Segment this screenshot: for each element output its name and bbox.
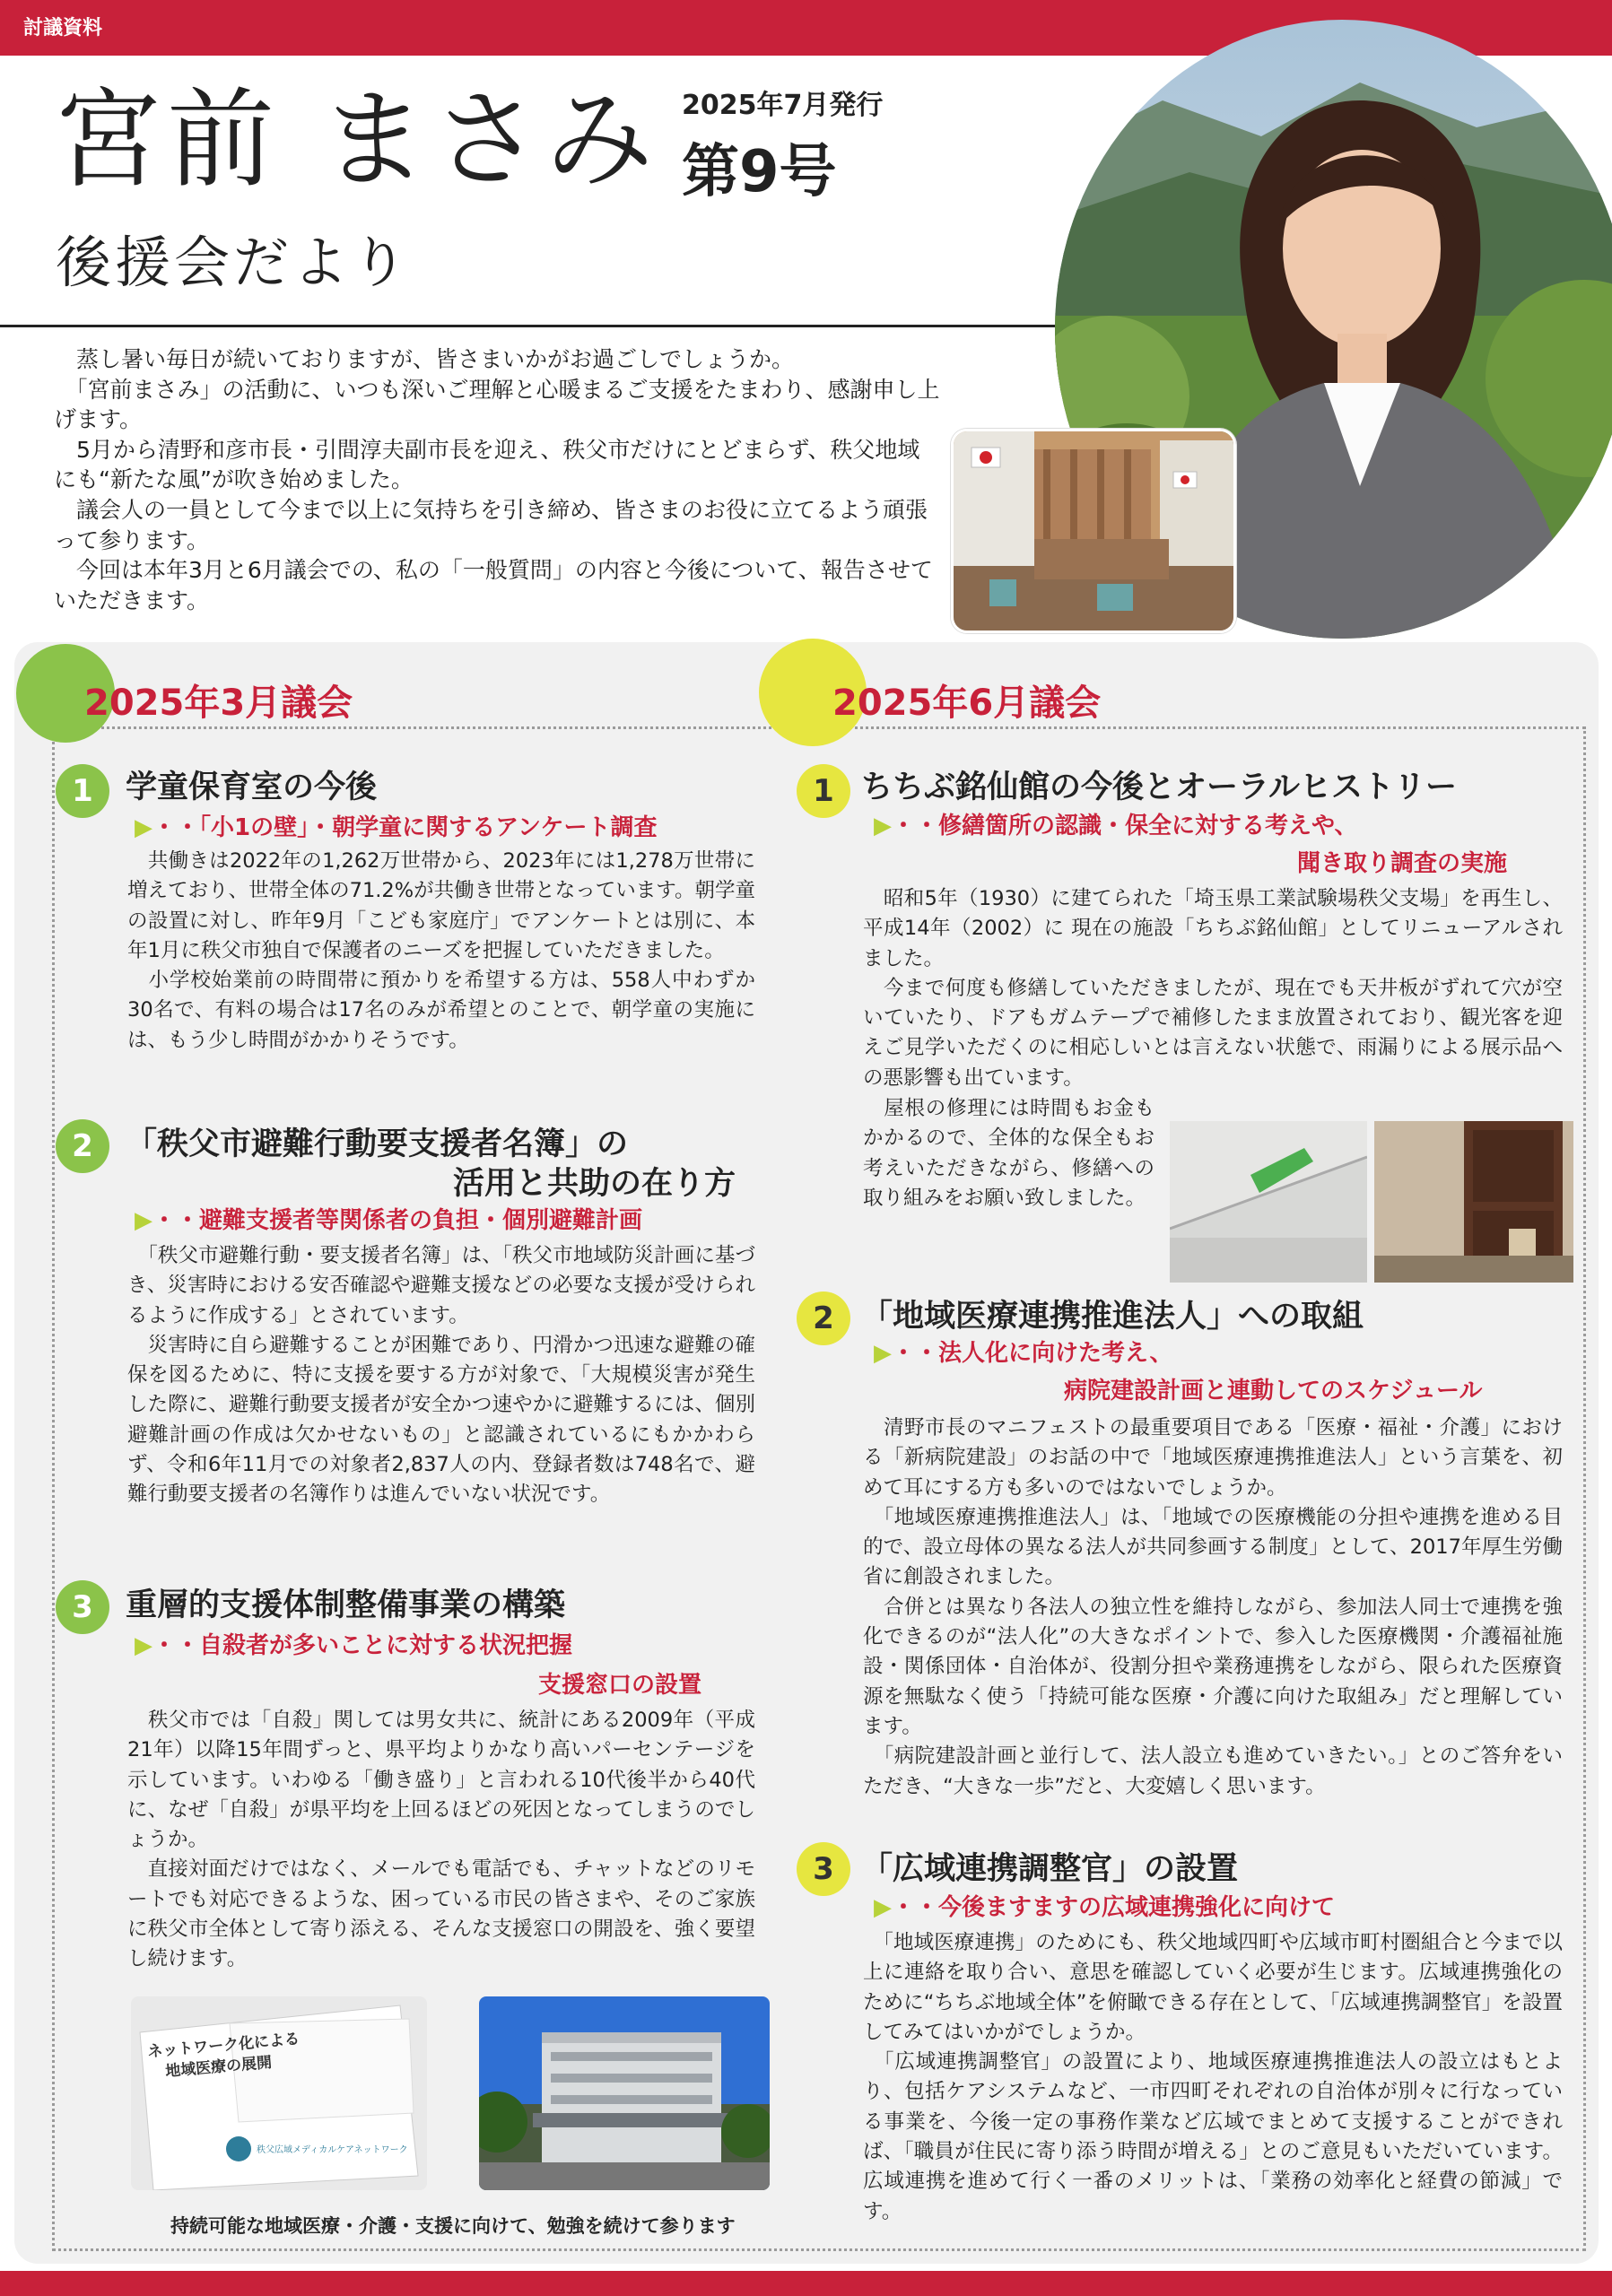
body-paragraph: 「病院建設計画と並行して、法人設立も進めていきたい。」とのご答弁をいただき、“大きな一歩”だと、大変嬉しく思います。 bbox=[863, 1744, 1563, 1798]
triangle-arrow-icon: ▶ bbox=[135, 814, 152, 841]
june-council-title: 2025年6月議会 bbox=[832, 683, 1102, 724]
document-title-line: ネットワーク化による bbox=[146, 2030, 301, 2062]
section-subtitle-text: ・・法人化に向けた考え、 bbox=[892, 1340, 1173, 1367]
section-number: 3 bbox=[797, 1842, 850, 1896]
section-subtitle: 聞き取り調査の実施 bbox=[1297, 850, 1508, 877]
section-body bbox=[127, 1241, 755, 1510]
triangle-arrow-icon: ▶ bbox=[874, 1894, 892, 1921]
newsletter-subtitle: 後援会だより bbox=[56, 230, 412, 295]
document-tag: 討議資料 bbox=[23, 17, 103, 39]
section-subtitle: 病院建設計画と連動してのスケジュール bbox=[1064, 1378, 1483, 1405]
section-body bbox=[863, 1928, 1563, 2227]
document-organization: 秩父広域メディカルケアネットワーク bbox=[257, 2145, 408, 2155]
section-number: 2 bbox=[797, 1292, 850, 1345]
section-subtitle-text: ・・「小1の壁」・朝学童に関するアンケート調査 bbox=[152, 814, 658, 841]
politician-name: 宮前 まさみ bbox=[54, 78, 659, 203]
section-body bbox=[863, 1413, 1563, 1802]
ceiling-repair-photo bbox=[1170, 1121, 1367, 1283]
march-council-title: 2025年3月議会 bbox=[84, 683, 353, 724]
body-paragraph: 清野市長のマニフェストの最重要項目である「医療・福祉・介護」における「新病院建設」のお話の中で「地域医療連携推進法人」という言葉を、初めて耳にする方も多いのではないでしょうか。 bbox=[863, 1416, 1563, 1500]
body-paragraph: 秩父市では「自殺」関しては男女共に、統計にある2009年（平成21年）以降15年間ずっと、県平均よりかなり高いパーセンテージを示しています。いわゆる「働き盛り」と言われる10代後半から40代に、なぜ「自殺」が県平均を上回るほどの死因となってしまうのでしょうか。 bbox=[127, 1709, 755, 1852]
section-body bbox=[127, 847, 755, 1056]
section-subtitle-text: ・・修繕箇所の認識・保全に対する考えや、 bbox=[892, 813, 1358, 839]
header-rule bbox=[0, 325, 1067, 327]
network-document-photo bbox=[131, 1996, 427, 2190]
door-repair-photo bbox=[1374, 1121, 1573, 1283]
triangle-arrow-icon: ▶ bbox=[874, 1340, 892, 1367]
section-body-side bbox=[863, 1094, 1155, 1213]
section-subtitle bbox=[874, 809, 1357, 843]
intro-message bbox=[54, 344, 942, 615]
body-paragraph: 昭和5年（1930）に建てられた「埼玉県工業試験場秩父支場」を再生し、平成14年（2002）に 現在の施設「ちちぶ銘仙館」としてリニューアルされました。 bbox=[863, 887, 1563, 970]
triangle-arrow-icon: ▶ bbox=[874, 813, 892, 839]
section-number: 2 bbox=[56, 1119, 109, 1173]
body-paragraph: 共働きは2022年の1,262万世帯から、2023年には1,278万世帯に増えており、世帯全体の71.2%が共働き世帯となっています。朝学童の設置に対し、昨年9月「こども家庭庁」でアンケートとは別に、本年1月に秩父市独自で保護者のニーズを把握していただきました。 bbox=[127, 849, 755, 962]
intro-paragraph: 議会人の一員として今まで以上に気持ちを引き締め、皆さまのお役に立てるよう頑張って参ります。 bbox=[54, 496, 928, 553]
section-body bbox=[863, 884, 1563, 1093]
body-paragraph: 屋根の修理には時間もお金もかかるので、全体的な保全もお考えいただきながら、修繕への取り組みをお願い致しました。 bbox=[863, 1097, 1155, 1210]
section-subtitle bbox=[135, 1629, 572, 1663]
section-number: 1 bbox=[797, 764, 850, 818]
section-title: 活用と共助の在り方 bbox=[453, 1166, 736, 1202]
bottom-banner bbox=[0, 2271, 1612, 2296]
body-paragraph: 「地域医療連携推進法人」は、「地域での医療機能の分担や連携を進める目的で、設立母体の異なる法人が共同参画する制度」として、2017年厚生労働省に創設されました。 bbox=[863, 1505, 1563, 1589]
body-paragraph: 災害時に自ら避難することが困難であり、円滑かつ迅速な避難の確保を図るために、特に支援を要する方が対象で、「大規模災害が発生した際に、避難行動要支援者が安全かつ速やかに避難するには、個別避難計画の作成は欠かせないもの」と認識されているにもかかわらず、令和6年11月での対象者2,837人の内、登録者数は748名で、避難行動要支援者の名簿作りは進んでいない状況です。 bbox=[127, 1333, 755, 1507]
body-paragraph: 合併とは異なり各法人の独立性を維持しながら、参加法人同士で連携を強化できるのが“法人化”の大きなポイントで、参入した医療機関・介護福祉施設・関係団体・自治体が、役割分担や業務連携をしながら、限られた医療資源を無駄なく使う「持続可能な医療・介護に向けた取組み」だと理解しています。 bbox=[863, 1595, 1563, 1738]
body-paragraph: 「地域医療連携」のためにも、秩父地域四町や広域市町村圏組合と今まで以上に連絡を取り合い、意思を確認していく必要が生じます。広域連携強化のために“ちちぶ地域全体”を俯瞰できる存在として、「広域連携調整官」を設置してみてはいかがでしょうか。 bbox=[863, 1931, 1563, 2044]
intro-paragraph: 5月から清野和彦市長・引間淳夫副市長を迎え、秩父市だけにとどまらず、秩父地域にも“新たな風”が吹き始めました。 bbox=[54, 436, 920, 493]
section-number: 3 bbox=[56, 1580, 109, 1634]
section-subtitle bbox=[135, 811, 658, 845]
section-title: 「広域連携調整官」の設置 bbox=[861, 1851, 1239, 1887]
document-title-line: 地域医療の展開 bbox=[164, 2053, 273, 2082]
section-subtitle-text: ・・今後ますますの広域連携強化に向けて bbox=[892, 1894, 1336, 1921]
section-subtitle-text: ・・自殺者が多いことに対する状況把握 bbox=[152, 1632, 573, 1659]
section-body bbox=[127, 1706, 755, 1975]
body-paragraph: 「広域連携調整官」の設置により、地域医療連携推進法人の設立はもとより、包括ケアシステムなど、一市四町それぞれの自治体が別々に行なっている事業を、今後一定の事務作業など広域でまとめて支援することができれば、「職員が住民に寄り添う時間が増える」とのご意見もいただいています。広域連携を進めて行く一番のメリットは、「業務の効率化と経費の節減」です。 bbox=[863, 2050, 1563, 2223]
section-title: 「地域医療連携推進法人」への取組 bbox=[861, 1299, 1364, 1335]
issue-date: 2025年7月発行 bbox=[682, 90, 884, 121]
photo-caption: 持続可能な地域医療・介護・支援に向けて、勉強を続けて参ります bbox=[170, 2215, 736, 2237]
body-paragraph: 直接対面だけではなく、メールでも電話でも、チャットなどのリモートでも対応できるような、困っている市民の皆さまや、そのご家族に秩父市全体として寄り添える、そんな支援窓口の開設を、強く要望し続けます。 bbox=[127, 1857, 755, 1971]
section-subtitle bbox=[874, 1336, 1173, 1370]
section-subtitle-text: ・・避難支援者等関係者の負担・個別避難計画 bbox=[152, 1207, 643, 1234]
section-subtitle bbox=[874, 1891, 1335, 1925]
body-paragraph: 今まで何度も修繕していただきましたが、現在でも天井板がずれて穴が空いていたり、ドアもガムテープで補修したまま放置されており、観光客を迎えご見学いただくのに相応しいとは言えない状態で、雨漏りによる展示品への悪影響も出ています。 bbox=[863, 976, 1563, 1090]
city-hall-photo bbox=[479, 1996, 770, 2190]
triangle-arrow-icon: ▶ bbox=[135, 1207, 152, 1234]
issue-number: 第9号 bbox=[682, 139, 837, 205]
intro-paragraph: 蒸し暑い毎日が続いておりますが、皆さまいかがお過ごしでしょうか。 bbox=[54, 346, 795, 372]
section-subtitle bbox=[135, 1204, 642, 1238]
section-subtitle: 支援窓口の設置 bbox=[538, 1672, 702, 1699]
section-number: 1 bbox=[56, 764, 109, 818]
intro-paragraph: 「宮前まさみ」の活動に、いつも深いご理解と心暖まるご支援をたまわり、感謝申し上げます。 bbox=[54, 376, 940, 433]
section-title: ちちぶ銘仙館の今後とオーラルヒストリー bbox=[861, 770, 1457, 805]
section-title: 「秩父市避難行動要支援者名簿」の bbox=[126, 1126, 629, 1162]
section-title: 学童保育室の今後 bbox=[126, 770, 378, 805]
intro-paragraph: 今回は本年3月と6月議会での、私の「一般質問」の内容と今後について、報告させていただきます。 bbox=[54, 557, 933, 613]
body-paragraph: 小学校始業前の時間帯に預かりを希望する方は、558人中わずか30名で、有料の場合は17名のみが希望とのことで、朝学童の実施には、もう少し時間がかかりそうです。 bbox=[127, 969, 755, 1052]
triangle-arrow-icon: ▶ bbox=[135, 1632, 152, 1659]
body-paragraph: 「秩父市避難行動・要支援者名簿」は、「秩父市地域防災計画に基づき、災害時における安否確認や避難支援などの必要な支援が受けられるように作成する」とされています。 bbox=[127, 1244, 755, 1327]
section-title: 重層的支援体制整備事業の構築 bbox=[126, 1587, 566, 1623]
council-chamber-photo bbox=[951, 429, 1236, 633]
